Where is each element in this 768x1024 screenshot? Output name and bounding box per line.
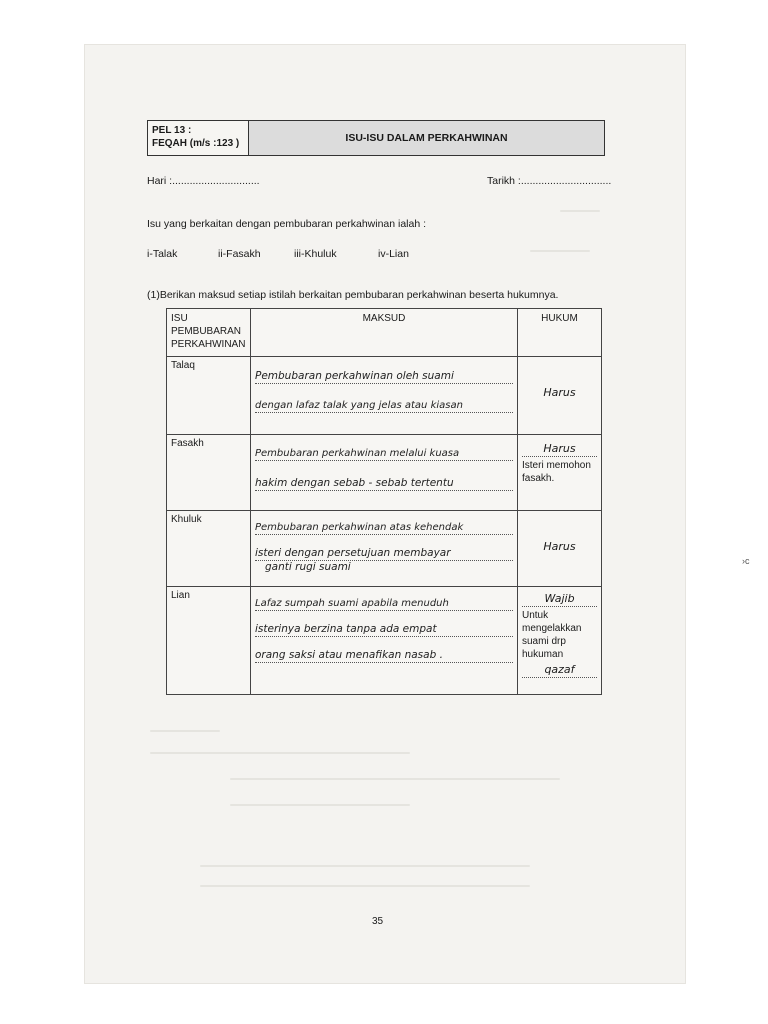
table-row [167, 435, 602, 511]
maksud-cell: Pembubaran perkahwinan atas kehendak isteri dengan persetujuan membayar ganti rugi suami [251, 511, 518, 587]
maksud-cell: Lafaz sumpah suami apabila menuduh isterinya berzina tanpa ada empat orang saksi atau menafikan nasab . [251, 587, 518, 695]
isu-cell: Fasakh [167, 435, 251, 511]
isu-cell: Khuluk [167, 511, 251, 587]
isu-cell: Lian [167, 587, 251, 695]
maksud-cell: Pembubaran perkahwinan melalui kuasa hakim dengan sebab - sebab tertentu [251, 435, 518, 511]
issue-item: iii-Khuluk [294, 248, 337, 260]
isu-header: ISU PEMBUBARAN PERKAHWINAN [167, 309, 251, 357]
day-field: Hari :.............................. [147, 175, 260, 187]
lesson-header [147, 120, 605, 156]
table-row [167, 587, 602, 695]
intro-text: Isu yang berkaitan dengan pembubaran perkahwinan ialah : [147, 218, 427, 230]
margin-mark: ›c [742, 556, 750, 566]
question-text: (1)Berikan maksud setiap istilah berkaitan pembubaran perkahwinan beserta hukumnya. [147, 289, 559, 301]
date-field: Tarikh :............................... [487, 175, 612, 187]
hukum-cell: Harus [518, 511, 602, 587]
issue-item: iv-Lian [378, 248, 409, 260]
hukum-cell: Harus Isteri memohon fasakh. [518, 435, 602, 511]
table-row [167, 357, 602, 435]
isu-cell: Talaq [167, 357, 251, 435]
lesson-code [148, 121, 249, 155]
hukum-cell: Wajib Untuk mengelakkan suami drp hukuman qazaf [518, 587, 602, 695]
hukum-header: HUKUM [518, 309, 602, 357]
hukum-cell: Harus [518, 357, 602, 435]
table-header-row [167, 309, 602, 357]
lesson-number: PEL 13 : [152, 125, 192, 136]
table-row [167, 511, 602, 587]
page-title: ISU-ISU DALAM PERKAHWINAN [249, 121, 604, 155]
maksud-header: MAKSUD [251, 309, 518, 357]
issues-table [166, 308, 602, 695]
issue-item: ii-Fasakh [218, 248, 261, 260]
maksud-cell: Pembubaran perkahwinan oleh suami dengan lafaz talak yang jelas atau kiasan [251, 357, 518, 435]
issue-item: i-Talak [147, 248, 178, 260]
page-number: 35 [372, 916, 384, 927]
subject-page: FEQAH (m/s :123 ) [152, 138, 240, 149]
